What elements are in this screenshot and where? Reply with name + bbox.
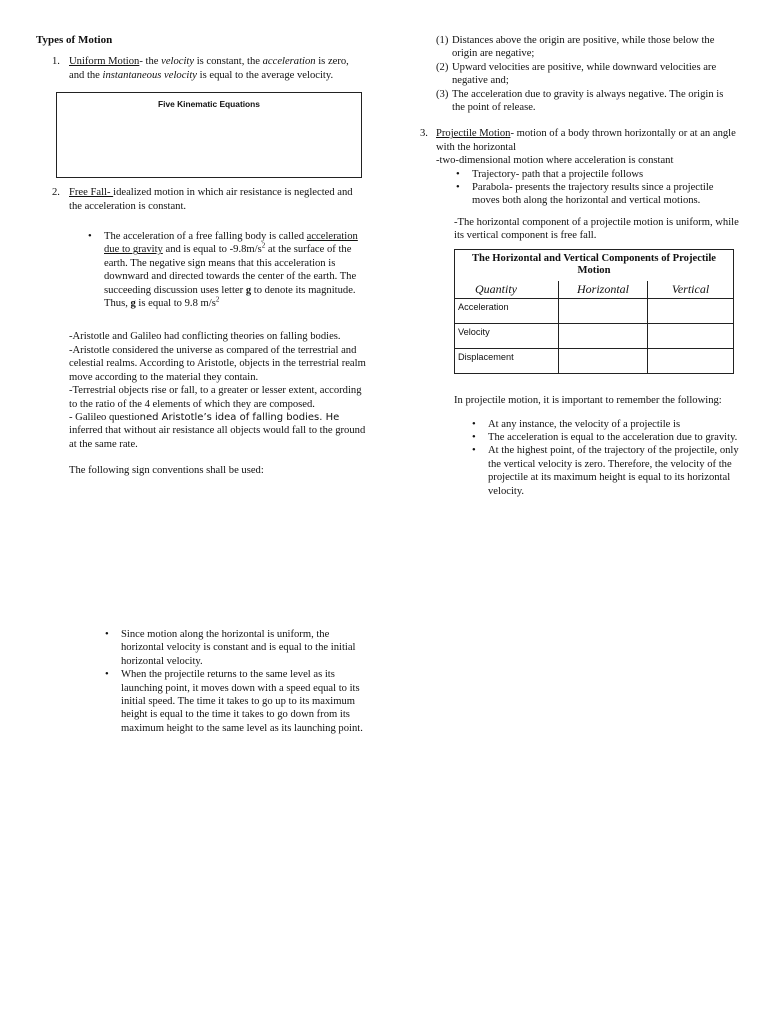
text-fragment: - motion of a body thrown horizontally or at an angle with the horizontal	[436, 128, 736, 153]
list-number: (2)	[436, 61, 449, 73]
table-cell	[559, 299, 648, 324]
free-fall-definition: idealized motion in which air resistance is neglected and the acceleration is constant.	[69, 187, 353, 212]
left-column	[36, 34, 366, 478]
table-header-row	[455, 281, 734, 299]
free-fall-bullets	[86, 230, 366, 310]
list-item: • Since motion along the horizontal is uniform, the horizontal velocity is constant and is equal to the initial horizontal velocity.	[103, 628, 365, 668]
text-fragment: is constant, the	[194, 56, 263, 68]
text-fragment: The acceleration of a free falling body is called	[104, 231, 307, 243]
paragraph: The following sign conventions shall be used:	[69, 465, 264, 477]
remember-paragraph: In projectile motion, it is important to remember the following:	[454, 395, 722, 407]
kinematic-equations-box	[56, 92, 362, 178]
components-table	[454, 249, 734, 374]
text-fragment: inferred that without air resistance all objects would fall to the ground at the same rate.	[69, 425, 366, 450]
sign-conventions-list	[436, 34, 736, 114]
text-fragment: at the surface of the earth. The negative sign means that this acceleration is downward and directed towards the center of the earth. The succeeding discussion uses letter	[104, 244, 357, 296]
list-text: The acceleration due to gravity is always negative. The origin is the point of release.	[452, 88, 724, 114]
list-number: (3)	[436, 88, 449, 100]
term-acceleration: acceleration	[262, 56, 316, 68]
list-item: • At any instance, the velocity of a projectile is	[470, 418, 740, 431]
right-column	[410, 34, 740, 498]
header-horizontal: Horizontal	[559, 281, 648, 299]
term-free-fall: Free Fall-	[69, 187, 114, 199]
box-title: Five Kinematic Equations	[158, 99, 260, 110]
text-fragment: is equal to 9.8 m/s	[135, 298, 216, 310]
table-cell	[648, 299, 734, 324]
item-projectile-motion	[410, 127, 740, 167]
item-number: 3.	[420, 128, 428, 140]
row-label-velocity: Velocity	[455, 324, 559, 349]
symbol-g: g	[245, 284, 252, 296]
table-cell	[559, 349, 648, 374]
term-instantaneous-velocity: instantaneous velocity	[102, 69, 197, 81]
list-item: • The acceleration is equal to the acceleration due to gravity.	[470, 431, 740, 444]
item-free-fall	[36, 186, 366, 213]
list-item	[436, 61, 736, 88]
header-vertical: Vertical	[648, 281, 734, 299]
paragraph: -Aristotle and Galileo had conflicting theories on falling bodies.	[69, 331, 341, 343]
symbol-g: g	[130, 298, 136, 310]
term-acceleration-due-to-gravity: acceleration due to gravity	[104, 231, 358, 256]
text-fragment: is equal to the average velocity.	[197, 69, 334, 81]
components-paragraph: -The horizontal component of a projectile motion is uniform, while its vertical component is free fall.	[454, 216, 739, 242]
row-label-displacement: Displacement	[455, 349, 559, 374]
paragraph: -Terrestrial objects rise or fall, to a greater or lesser extent, according to the ratio of the 4 elements of which they are composed.	[69, 385, 362, 410]
list-text: Distances above the origin are positive, while those below the origin are negative;	[452, 35, 715, 60]
table-row	[455, 299, 734, 324]
row-label-acceleration: Acceleration	[455, 299, 559, 324]
paragraph: -Aristotle considered the universe as compared of the terrestrial and celestial realms. According to Aristotle, objects in the terrestrial realm move according to the material they contain.	[69, 344, 366, 383]
item-number: 1.	[52, 56, 60, 68]
list-item	[436, 34, 736, 61]
projectile-two-dimensional: -two-dimensional motion where acceleration is constant	[436, 155, 674, 167]
list-number: (1)	[436, 35, 449, 46]
list-item: • At the highest point, of the trajectory of the projectile, only the vertical velocity is zero. Therefore, the velocity of the projectile at its maximum height is equal to its horizontal velocity.	[470, 444, 740, 498]
table-cell	[559, 324, 648, 349]
table-row	[455, 349, 734, 374]
list-item	[86, 230, 366, 310]
list-item	[436, 88, 736, 115]
table-cell	[648, 349, 734, 374]
text-fragment: - Galileo questio	[69, 411, 140, 423]
text-fragment: to denote its magnitude. Thus,	[104, 284, 356, 310]
item-uniform-motion	[36, 55, 366, 82]
term-projectile-motion: Projectile Motion	[436, 128, 511, 140]
text-fragment: - the	[139, 56, 162, 68]
text-fragment: and is equal to -9.8m/s	[162, 244, 262, 256]
remember-bullets	[470, 418, 740, 498]
text-fragment: ned Aristotle’s idea of falling bodies. He	[139, 411, 340, 423]
superscript: 2	[215, 295, 220, 304]
list-item: • Parabola- presents the trajectory results since a projectile moves both along the horizontal and vertical motions.	[454, 181, 740, 208]
term-velocity: velocity	[161, 56, 195, 68]
list-item: • Trajectory- path that a projectile follows	[454, 168, 740, 181]
text-fragment: is zero, and the	[69, 56, 349, 81]
section-heading: Types of Motion	[36, 34, 113, 46]
item-number: 2.	[52, 187, 60, 199]
header-quantity: Quantity	[455, 281, 559, 299]
list-item: • When the projectile returns to the same level as its launching point, it moves down with a speed equal to its initial speed. The time it takes to go up to its maximum height is equal to the time it takes to go down from its maximum height to the same level as its launching point.	[103, 668, 365, 735]
list-text: Upward velocities are positive, while downward velocities are negative and;	[452, 61, 717, 87]
paragraph	[69, 411, 366, 451]
table-cell	[648, 324, 734, 349]
projectile-bullets	[454, 168, 740, 208]
superscript: 2	[261, 241, 266, 250]
table-row	[455, 324, 734, 349]
aristotle-galileo-text	[69, 330, 366, 477]
table-caption: The Horizontal and Vertical Components of Projectile Motion	[455, 249, 734, 281]
term-uniform-motion: Uniform Motion	[69, 56, 140, 68]
projectile-notes-list	[103, 628, 365, 735]
